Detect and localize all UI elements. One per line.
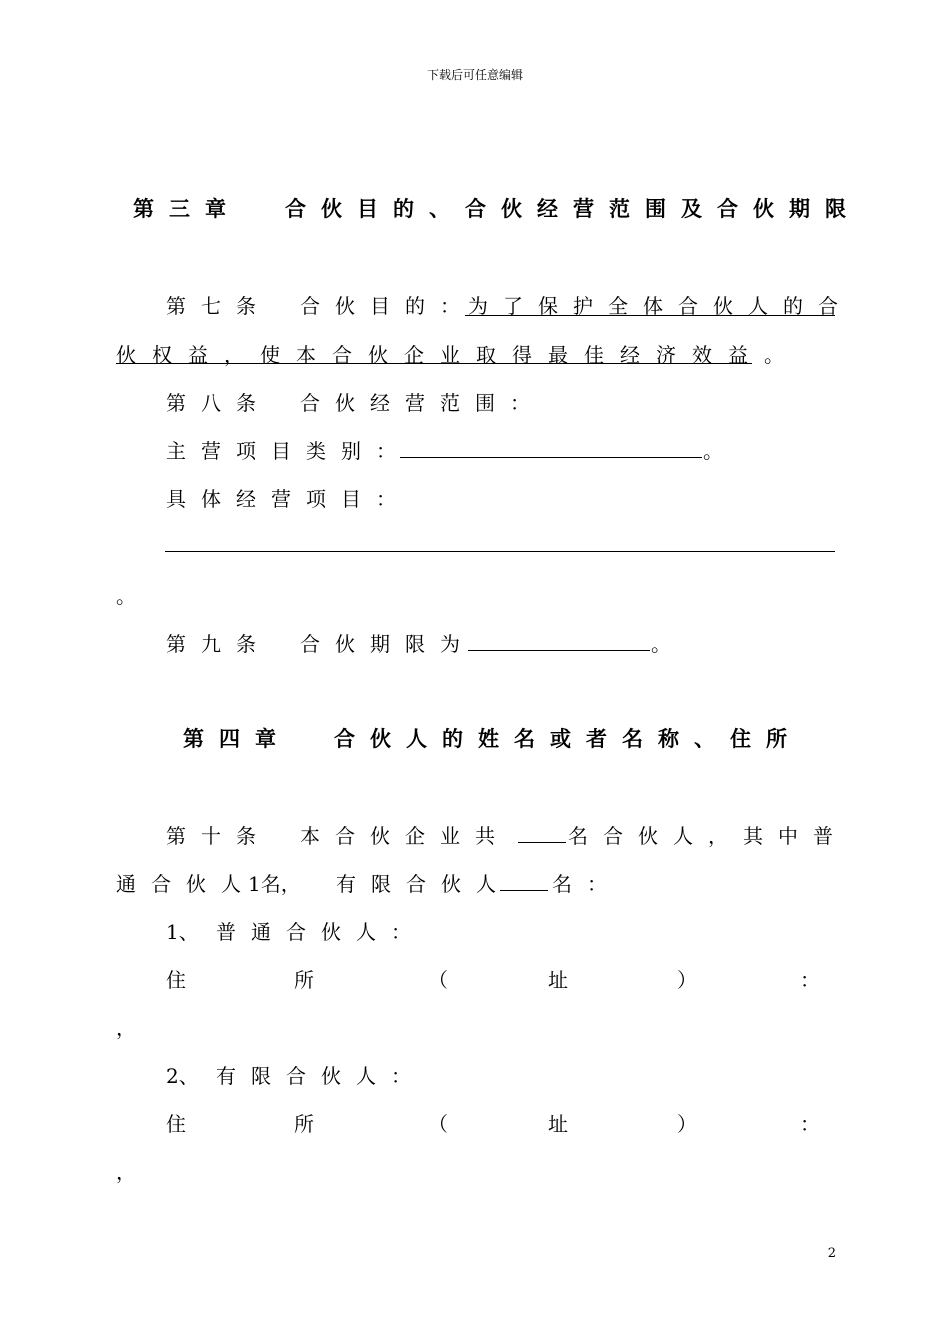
article-8-label: 第八条 [166, 391, 271, 415]
specific-items-period: 。 [116, 584, 136, 608]
article-7-content-line2: 伙权益，使本合伙企业取得最佳经济效益。 [116, 343, 800, 367]
article-9-period: 。 [651, 632, 671, 656]
article-9-label: 第九条 [166, 632, 271, 656]
article-8-heading: 合伙经营范围： [300, 391, 545, 415]
partner-1-comma: ， [116, 1016, 136, 1040]
partner-count-blank [518, 842, 566, 843]
article-7-label: 第七条 [166, 294, 271, 318]
address-char-5b: ） [677, 1112, 697, 1136]
article-7-content-line1: 为了保护全体合伙人的合 [468, 294, 853, 318]
article-10-line2-b: 有限合伙人 [336, 872, 511, 896]
term-blank [468, 650, 650, 651]
article-10-line2-a: 通合伙人 [116, 872, 256, 896]
article-7-underline-2 [116, 363, 752, 364]
main-category-blank [400, 457, 702, 458]
address-char-6: ： [800, 968, 820, 992]
address-char-3b: （ [428, 1112, 448, 1136]
article-10-text-a: 本合伙企业共 [300, 824, 510, 848]
partner-2-type: 有限合伙人： [216, 1064, 426, 1088]
main-category-label: 主营项目类别： [166, 439, 411, 463]
chapter-4-title: 合伙人的姓名或者名称、住所 [334, 727, 802, 751]
page-number: 2 [827, 1246, 836, 1261]
article-9-text: 合伙期限为 [300, 632, 475, 656]
partner-1-type: 普通合伙人： [216, 920, 426, 944]
general-partner-count: 1名， [248, 872, 301, 896]
address-char-1b: 住 [166, 1112, 186, 1136]
address-char-2b: 所 [294, 1112, 314, 1136]
address-char-5: ） [677, 968, 697, 992]
article-10-line2-c: 名： [552, 872, 622, 896]
address-char-4: 址 [548, 968, 568, 992]
address-char-1: 住 [166, 968, 186, 992]
partner-1-number: 1、 [166, 920, 199, 944]
limited-partner-count-blank [500, 890, 548, 891]
address-char-6b: ： [800, 1112, 820, 1136]
partner-2-number: 2、 [166, 1064, 199, 1088]
main-category-period: 。 [703, 439, 723, 463]
specific-items-blank [165, 551, 835, 552]
address-char-4b: 址 [548, 1112, 568, 1136]
partner-2-comma: ， [116, 1160, 136, 1184]
article-10-label: 第十条 [166, 824, 271, 848]
article-7-underline-1 [465, 315, 835, 316]
article-10-text-b: 名合伙人，其中普 [568, 824, 848, 848]
specific-items-label: 具体经营项目： [166, 487, 411, 511]
chapter-3-number: 第三章 [133, 197, 241, 221]
chapter-3-title: 合伙目的、合伙经营范围及合伙期限 [285, 197, 861, 221]
chapter-4-number: 第四章 [183, 727, 291, 751]
address-char-2: 所 [294, 968, 314, 992]
address-char-3: （ [428, 968, 448, 992]
article-7-heading: 合伙目的： [300, 294, 475, 318]
page-header: 下载后可任意编辑 [426, 68, 523, 82]
